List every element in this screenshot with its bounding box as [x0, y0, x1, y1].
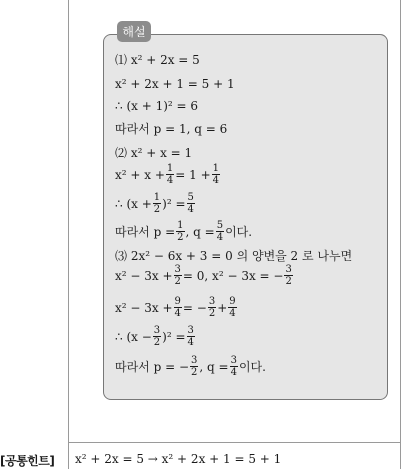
line-8-part-b: , q =: [185, 224, 215, 239]
fraction-3-2: [190, 355, 198, 378]
numerator: 9: [174, 296, 181, 307]
line-4-answer: 따라서 p = 1, q = 6: [115, 122, 228, 136]
hint-divider: [69, 442, 401, 443]
line-13-part-b: , q =: [199, 359, 229, 374]
line-12-equation: [115, 325, 196, 348]
numerator: 1: [177, 220, 184, 231]
line-11-part-c: +: [217, 300, 228, 315]
line-5-equation: ⑵ x² + x = 1: [115, 146, 193, 160]
line-13-part-c: 이다.: [238, 359, 266, 374]
line-11-part-a: x² − 3x +: [115, 300, 173, 315]
line-12-part-b: )² =: [162, 329, 186, 344]
fraction-3-4: [187, 325, 195, 348]
line-6-part-a: x² + x +: [115, 167, 165, 182]
fraction-3-2: [208, 296, 216, 319]
line-10-part-b: = 0, x² − 3x = −: [182, 268, 284, 283]
denominator: 2: [177, 232, 184, 243]
denominator: 2: [191, 367, 198, 378]
fraction-1-4: [166, 163, 174, 186]
line-7-part-a: ∴ (x +: [115, 196, 152, 211]
denominator: 4: [174, 308, 181, 319]
fraction-3-4: [230, 355, 238, 378]
denominator: 4: [229, 308, 236, 319]
numerator: 3: [187, 325, 194, 336]
line-6-equation: [115, 163, 221, 186]
denominator: 4: [187, 337, 194, 348]
fraction-9-4: [174, 296, 182, 319]
denominator: 2: [153, 204, 161, 215]
numerator: 5: [216, 220, 224, 231]
line-7-equation: [115, 192, 196, 215]
line-6-part-b: = 1 +: [175, 167, 211, 182]
numerator: 3: [153, 325, 161, 336]
numerator: 3: [191, 355, 198, 366]
line-10-part-a: x² − 3x +: [115, 268, 173, 283]
line-11-equation: [115, 296, 238, 319]
numerator: 1: [153, 192, 161, 203]
solution-tab: 해설: [117, 21, 151, 42]
numerator: 3: [208, 296, 216, 307]
numerator: 1: [212, 163, 220, 174]
numerator: 3: [174, 264, 181, 275]
line-11-part-b: = −: [182, 300, 207, 315]
denominator: 2: [208, 308, 216, 319]
fraction-1-4: [212, 163, 220, 186]
denominator: 2: [174, 276, 181, 287]
fraction-9-4: [228, 296, 236, 319]
numerator: 1: [166, 163, 174, 174]
line-8-part-c: 이다.: [225, 224, 253, 239]
numerator: 3: [230, 355, 237, 366]
line-13-part-a: 따라서 p = −: [115, 359, 190, 374]
denominator: 2: [285, 276, 292, 287]
line-3-equation: ∴ (x + 1)² = 6: [115, 99, 199, 113]
numerator: 5: [187, 192, 194, 203]
fraction-5-4: [216, 220, 224, 243]
fraction-5-4: [187, 192, 195, 215]
line-13-answer: [115, 355, 266, 378]
common-hint-text: x² + 2x = 5 → x² + 2x + 1 = 5 + 1: [75, 452, 282, 466]
line-9-equation: ⑶ 2x² − 6x + 3 = 0 의 양변을 2 로 나누면: [115, 249, 353, 263]
denominator: 2: [153, 337, 161, 348]
line-8-answer: [115, 220, 252, 243]
common-hint-label: [공통힌트]: [0, 454, 55, 468]
line-1-equation: ⑴ x² + 2x = 5: [115, 53, 200, 67]
numerator: 3: [285, 264, 292, 275]
line-2-equation: x² + 2x + 1 = 5 + 1: [115, 77, 235, 91]
denominator: 4: [166, 175, 174, 186]
denominator: 4: [230, 367, 237, 378]
fraction-1-2: [153, 192, 161, 215]
line-8-part-a: 따라서 p =: [115, 224, 176, 239]
denominator: 4: [212, 175, 220, 186]
line-12-part-a: ∴ (x −: [115, 329, 152, 344]
fraction-3-2: [284, 264, 292, 287]
line-7-part-b: )² =: [162, 196, 186, 211]
line-10-equation: [115, 264, 294, 287]
fraction-3-2: [174, 264, 182, 287]
denominator: 4: [187, 204, 194, 215]
numerator: 9: [229, 296, 236, 307]
denominator: 4: [216, 232, 224, 243]
fraction-1-2: [176, 220, 184, 243]
fraction-3-2: [153, 325, 161, 348]
